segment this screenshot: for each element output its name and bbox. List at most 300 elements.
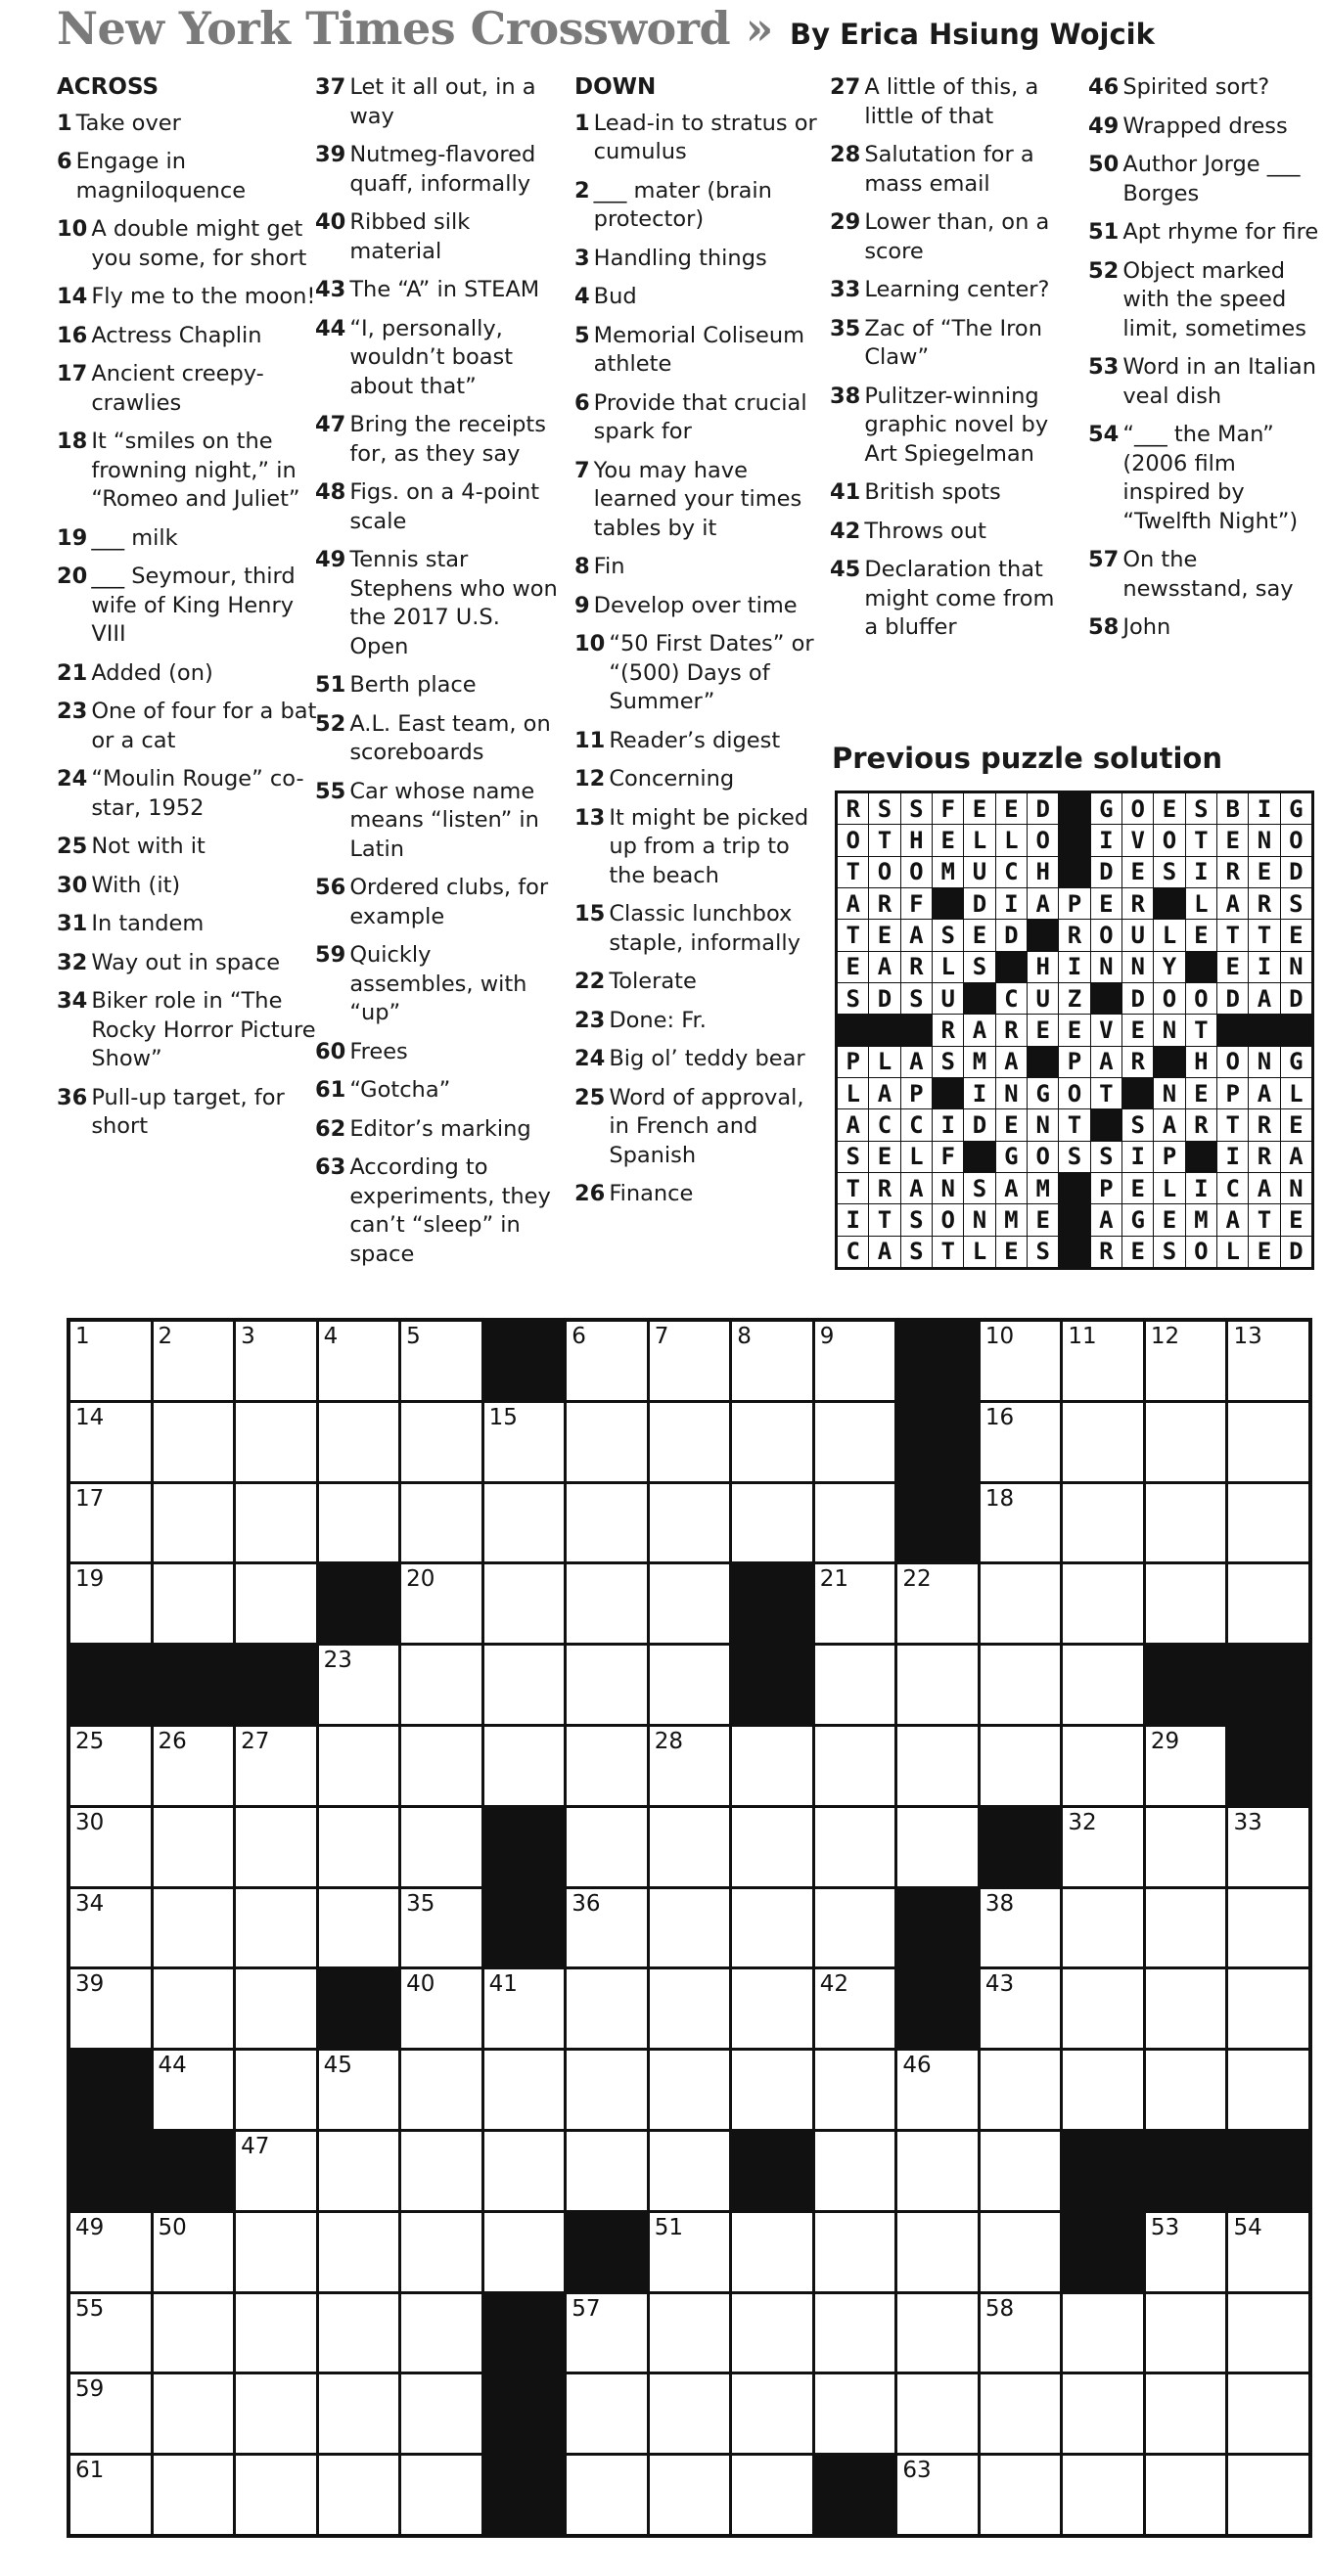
solution-letter: I	[1249, 952, 1279, 982]
crossword-cell[interactable]	[70, 2294, 151, 2373]
crossword-cell[interactable]	[567, 1969, 647, 2048]
crossword-cell[interactable]	[1063, 1322, 1143, 1400]
crossword-cell[interactable]	[236, 2132, 316, 2210]
crossword-cell[interactable]	[981, 2374, 1061, 2453]
solution-letter: S	[838, 1142, 868, 1172]
crossword-cell[interactable]	[1063, 1646, 1143, 1724]
crossword-cell[interactable]	[1228, 1889, 1308, 1967]
cell-number: 33	[1233, 1809, 1262, 1835]
down-clue-26	[574, 1180, 817, 1209]
crossword-cell[interactable]	[567, 2294, 647, 2373]
crossword-cell[interactable]	[154, 1969, 234, 2048]
solution-letter: S	[933, 920, 963, 950]
crossword-cell[interactable]	[897, 2456, 978, 2534]
crossword-cell[interactable]	[154, 2374, 234, 2453]
solution-letter: R	[1059, 920, 1089, 950]
crossword-cell[interactable]	[897, 2294, 978, 2373]
solution-letter: L	[869, 1047, 899, 1077]
black-square	[732, 2132, 812, 2210]
down-clue-4	[574, 283, 817, 312]
crossword-cell[interactable]	[897, 2132, 978, 2210]
crossword-cell[interactable]	[1146, 1808, 1226, 1886]
crossword-cell[interactable]	[815, 1969, 895, 2048]
solution-black-square	[1059, 1173, 1089, 1203]
crossword-cell[interactable]	[401, 1564, 481, 1643]
crossword-cell[interactable]	[1228, 2213, 1308, 2291]
crossword-cell[interactable]	[1228, 2294, 1308, 2373]
solution-letter: T	[1217, 1109, 1248, 1140]
down-clue-10	[574, 630, 817, 717]
solution-title: Previous puzzle solution	[832, 742, 1223, 775]
crossword-cell[interactable]	[484, 2132, 565, 2210]
crossword-cell[interactable]	[567, 1403, 647, 1481]
crossword-cell[interactable]	[319, 1484, 399, 1562]
clue-number: 41	[830, 479, 861, 505]
solution-letter: R	[1122, 1047, 1153, 1077]
crossword-cell[interactable]	[319, 2374, 399, 2453]
cell-number: 16	[984, 1404, 1015, 1430]
crossword-cell[interactable]	[732, 2051, 812, 2129]
crossword-cell[interactable]	[70, 1484, 151, 1562]
crossword-cell[interactable]	[815, 2294, 895, 2373]
solution-black-square	[1091, 983, 1121, 1014]
down-clue-52	[1088, 257, 1319, 344]
crossword-cell[interactable]	[1146, 2051, 1226, 2129]
crossword-cell[interactable]	[1146, 2213, 1226, 2291]
clue-number: 30	[57, 872, 88, 898]
crossword-cell[interactable]	[236, 1564, 316, 1643]
crossword-cell[interactable]	[401, 2132, 481, 2210]
crossword-cell[interactable]	[70, 2374, 151, 2453]
crossword-cell[interactable]	[1063, 2051, 1143, 2129]
crossword-cell[interactable]	[319, 2051, 399, 2129]
clue-text: It might be picked up from a trip to the beach	[609, 804, 809, 888]
solution-letter: C	[869, 1109, 899, 1140]
crossword-cell[interactable]	[650, 1322, 730, 1400]
crossword-cell[interactable]	[1146, 1403, 1226, 1481]
crossword-cell[interactable]	[1228, 2456, 1308, 2534]
crossword-cell[interactable]	[484, 1484, 565, 1562]
crossword-cell[interactable]	[154, 1484, 234, 1562]
crossword-cell[interactable]	[1146, 1484, 1226, 1562]
crossword-cell[interactable]	[732, 1889, 812, 1967]
crossword-cell[interactable]	[319, 2213, 399, 2291]
crossword-cell[interactable]	[815, 2374, 895, 2453]
crossword-cell[interactable]	[1228, 1808, 1308, 1886]
crossword-cell[interactable]	[1228, 2051, 1308, 2129]
crossword-cell[interactable]	[815, 1808, 895, 1886]
crossword-cell[interactable]	[484, 1403, 565, 1481]
crossword-cell[interactable]	[897, 2374, 978, 2453]
crossword-cell[interactable]	[319, 2132, 399, 2210]
crossword-cell[interactable]	[650, 2294, 730, 2373]
cell-number: 54	[1233, 2214, 1262, 2240]
crossword-cell[interactable]	[981, 2294, 1061, 2373]
crossword-cell[interactable]	[732, 2213, 812, 2291]
down-clue-27	[830, 73, 1073, 131]
solution-letter: S	[964, 952, 994, 982]
clue-text: Pull-up target, for short	[91, 1084, 285, 1139]
crossword-cell[interactable]	[319, 2294, 399, 2373]
crossword-cell[interactable]	[70, 1727, 151, 1805]
crossword-cell[interactable]	[1228, 1484, 1308, 1562]
solution-letter: N	[933, 1173, 963, 1203]
crossword-cell[interactable]	[1228, 2374, 1308, 2453]
crossword-cell[interactable]	[732, 2456, 812, 2534]
crossword-cell[interactable]	[897, 1727, 978, 1805]
crossword-cell[interactable]	[401, 1484, 481, 1562]
down-clue-54	[1088, 421, 1319, 536]
crossword-cell[interactable]	[70, 1889, 151, 1967]
black-square	[70, 2051, 151, 2129]
crossword-cell[interactable]	[815, 1484, 895, 1562]
crossword-cell[interactable]	[1146, 2374, 1226, 2453]
crossword-cell[interactable]	[732, 1484, 812, 1562]
crossword-cell[interactable]	[236, 1727, 316, 1805]
cell-number: 46	[902, 2053, 932, 2079]
clue-number: 15	[574, 901, 606, 926]
crossword-cell[interactable]	[401, 1403, 481, 1481]
crossword-cell[interactable]	[319, 2456, 399, 2534]
crossword-cell[interactable]	[650, 1889, 730, 1967]
black-square	[1063, 2213, 1143, 2291]
solution-letter: P	[1154, 1142, 1184, 1172]
clue-text: You may have learned your times tables by it	[593, 457, 802, 541]
crossword-cell[interactable]	[401, 1969, 481, 2048]
crossword-cell[interactable]	[897, 1646, 978, 1724]
crossword-cell[interactable]	[650, 2132, 730, 2210]
crossword-cell[interactable]	[1228, 1564, 1308, 1643]
solution-letter: H	[1186, 1047, 1216, 1077]
crossword-cell[interactable]	[236, 2294, 316, 2373]
crossword-cell[interactable]	[732, 1403, 812, 1481]
down-clue-42	[830, 518, 1073, 547]
clue-text: ___ milk	[91, 524, 178, 551]
solution-letter: R	[838, 793, 868, 824]
crossword-cell[interactable]	[319, 1322, 399, 1400]
crossword-cell[interactable]	[567, 1727, 647, 1805]
crossword-cell[interactable]	[70, 2456, 151, 2534]
cell-number: 5	[406, 1324, 421, 1349]
clue-number: 52	[315, 710, 346, 737]
crossword-cell[interactable]	[650, 2374, 730, 2453]
clue-text: Author Jorge ___ Borges	[1122, 152, 1301, 206]
crossword-cell[interactable]	[732, 1727, 812, 1805]
down-clue-57	[1088, 546, 1319, 604]
crossword-cell[interactable]	[567, 1889, 647, 1967]
crossword-cell[interactable]	[154, 1322, 234, 1400]
crossword-cell[interactable]	[154, 2456, 234, 2534]
solution-letter: E	[1281, 920, 1311, 950]
crossword-cell[interactable]	[650, 1727, 730, 1805]
crossword-cell[interactable]	[650, 1564, 730, 1643]
crossword-cell[interactable]	[1146, 1889, 1226, 1967]
crossword-cell[interactable]	[650, 2213, 730, 2291]
across-clue-49	[315, 546, 560, 661]
solution-letter: A	[1091, 1047, 1121, 1077]
solution-black-square	[1122, 1078, 1153, 1108]
solution-letter: I	[1186, 1173, 1216, 1203]
crossword-cell[interactable]	[567, 1808, 647, 1886]
crossword-cell[interactable]	[981, 1564, 1061, 1643]
crossword-cell[interactable]	[484, 1646, 565, 1724]
crossword-cell[interactable]	[981, 1727, 1061, 1805]
crossword-cell[interactable]	[897, 1808, 978, 1886]
crossword-cell[interactable]	[815, 2051, 895, 2129]
solution-letter: E	[1249, 1237, 1279, 1267]
crossword-cell[interactable]	[319, 1403, 399, 1481]
solution-letter: E	[869, 1142, 899, 1172]
solution-letter: L	[964, 1237, 994, 1267]
solution-black-square	[1217, 1015, 1248, 1045]
black-square	[1228, 2132, 1308, 2210]
black-square	[70, 1646, 151, 1724]
crossword-cell[interactable]	[484, 1969, 565, 2048]
crossword-cell[interactable]	[484, 2051, 565, 2129]
crossword-cell[interactable]	[897, 2213, 978, 2291]
clue-number: 35	[830, 315, 861, 341]
crossword-cell[interactable]	[154, 1564, 234, 1643]
crossword-cell[interactable]	[981, 2213, 1061, 2291]
crossword-cell[interactable]	[732, 1322, 812, 1400]
crossword-cell[interactable]	[650, 1808, 730, 1886]
crossword-cell[interactable]	[236, 2213, 316, 2291]
clue-text: Bud	[593, 284, 637, 309]
down-clue-5	[574, 322, 817, 380]
crossword-cell[interactable]	[1063, 1727, 1143, 1805]
crossword-cell[interactable]	[1063, 2456, 1143, 2534]
clue-number: 34	[57, 988, 88, 1014]
clue-text: A.L. East team, on scoreboards	[349, 710, 551, 765]
crossword-cell[interactable]	[236, 2051, 316, 2129]
crossword-cell[interactable]	[815, 1727, 895, 1805]
black-square	[484, 1322, 565, 1400]
crossword-cell[interactable]	[815, 2213, 895, 2291]
crossword-cell[interactable]	[897, 2051, 978, 2129]
crossword-cell[interactable]	[650, 1484, 730, 1562]
crossword-cell[interactable]	[1228, 1322, 1308, 1400]
crossword-cell[interactable]	[567, 1322, 647, 1400]
crossword-cell[interactable]	[70, 1564, 151, 1643]
crossword-cell[interactable]	[650, 2456, 730, 2534]
crossword-cell[interactable]	[567, 1564, 647, 1643]
crossword-cell[interactable]	[154, 2294, 234, 2373]
crossword-cell[interactable]	[401, 2294, 481, 2373]
crossword-cell[interactable]	[650, 2051, 730, 2129]
across-clue-14	[57, 283, 323, 312]
solution-letter: S	[1091, 1142, 1121, 1172]
cell-number: 26	[158, 1729, 187, 1754]
across-clue-10	[57, 215, 323, 273]
crossword-cell[interactable]	[484, 1564, 565, 1643]
crossword-cell[interactable]	[567, 2051, 647, 2129]
crossword-cell[interactable]	[236, 2456, 316, 2534]
crossword-cell[interactable]	[815, 1403, 895, 1481]
solution-letter: E	[1122, 1015, 1153, 1045]
solution-letter: A	[869, 1078, 899, 1108]
crossword-cell[interactable]	[236, 1889, 316, 1967]
crossword-cell[interactable]	[154, 2213, 234, 2291]
solution-letter: N	[1249, 825, 1279, 855]
crossword-cell[interactable]	[319, 1727, 399, 1805]
crossword-cell[interactable]	[981, 2132, 1061, 2210]
crossword-cell[interactable]	[154, 1889, 234, 1967]
crossword-cell[interactable]	[1063, 2374, 1143, 2453]
crossword-cell[interactable]	[236, 1969, 316, 2048]
solution-letter: E	[964, 793, 994, 824]
crossword-cell[interactable]	[815, 1564, 895, 1643]
crossword-cell[interactable]	[1146, 1322, 1226, 1400]
cell-number: 49	[75, 2214, 105, 2240]
crossword-cell[interactable]	[484, 2213, 565, 2291]
crossword-cell[interactable]	[1146, 1727, 1226, 1805]
crossword-cell[interactable]	[401, 1889, 481, 1967]
crossword-cell[interactable]	[815, 1646, 895, 1724]
crossword-cell[interactable]	[236, 1403, 316, 1481]
crossword-cell[interactable]	[401, 1808, 481, 1886]
crossword-cell[interactable]	[567, 2374, 647, 2453]
clue-text: Throws out	[864, 518, 986, 544]
crossword-cell[interactable]	[732, 1808, 812, 1886]
crossword-cell[interactable]	[70, 1808, 151, 1886]
clue-number: 18	[57, 429, 88, 454]
clue-text: Car whose name means “listen” in Latin	[349, 778, 539, 862]
crossword-cell[interactable]	[897, 1564, 978, 1643]
crossword-cell[interactable]	[1063, 2294, 1143, 2373]
solution-black-square	[1059, 857, 1089, 887]
solution-letter: G	[996, 1142, 1027, 1172]
clue-number: 6	[57, 149, 72, 174]
crossword-cell[interactable]	[1063, 1484, 1143, 1562]
cell-number: 43	[984, 1971, 1015, 1998]
black-square	[236, 1646, 316, 1724]
clue-number: 25	[574, 1084, 606, 1110]
crossword-cell[interactable]	[1146, 1564, 1226, 1643]
crossword-cell[interactable]	[981, 1646, 1061, 1724]
clue-text: According to experiments, they can’t “sleep” in space	[349, 1154, 551, 1267]
crossword-cell[interactable]	[732, 2294, 812, 2373]
crossword-cell[interactable]	[650, 1646, 730, 1724]
clue-text: Apt rhyme for fire	[1122, 219, 1319, 245]
crossword-cell[interactable]	[154, 1403, 234, 1481]
crossword-cell[interactable]	[1063, 1969, 1143, 2048]
cell-number: 38	[984, 1890, 1015, 1917]
crossword-cell[interactable]	[154, 1808, 234, 1886]
crossword-cell[interactable]	[70, 2213, 151, 2291]
black-square	[897, 1322, 978, 1400]
crossword-cell[interactable]	[236, 1808, 316, 1886]
solution-letter: R	[1217, 857, 1248, 887]
down-clue-46	[1088, 73, 1319, 103]
down-clue-6	[574, 389, 817, 447]
cell-number: 47	[241, 2134, 270, 2159]
crossword-cell[interactable]	[981, 1484, 1061, 1562]
clue-text: Tennis star Stephens who won the 2017 U.S. Open	[349, 547, 558, 659]
clue-number: 11	[574, 727, 606, 753]
solution-letter: O	[1186, 1237, 1216, 1267]
crossword-cell[interactable]	[1063, 1889, 1143, 1967]
clue-number: 1	[57, 110, 72, 136]
crossword-cell[interactable]	[815, 2132, 895, 2210]
black-square	[1063, 2132, 1143, 2210]
crossword-cell[interactable]	[1146, 2294, 1226, 2373]
crossword-cell[interactable]	[981, 1889, 1061, 1967]
crossword-cell[interactable]	[732, 2374, 812, 2453]
crossword-cell[interactable]	[484, 1727, 565, 1805]
crossword-cell[interactable]	[70, 1969, 151, 2048]
solution-letter: P	[901, 1078, 932, 1108]
solution-letter: R	[1249, 1109, 1279, 1140]
crossword-cell[interactable]	[236, 1484, 316, 1562]
solution-letter: O	[1186, 983, 1216, 1014]
crossword-cell[interactable]	[650, 1969, 730, 2048]
crossword-cell[interactable]	[1063, 1564, 1143, 1643]
crossword-cell[interactable]	[401, 2456, 481, 2534]
crossword-cell[interactable]	[1063, 1403, 1143, 1481]
crossword-cell[interactable]	[401, 1646, 481, 1724]
crossword-cell[interactable]	[567, 2132, 647, 2210]
crossword-cell[interactable]	[401, 2051, 481, 2129]
clue-text: John	[1122, 614, 1171, 640]
clue-number: 28	[830, 142, 861, 167]
crossword-cell[interactable]	[567, 1484, 647, 1562]
crossword-cell[interactable]	[319, 1889, 399, 1967]
crossword-cell[interactable]	[981, 1969, 1061, 2048]
crossword-cell[interactable]	[70, 1322, 151, 1400]
clue-number: 53	[1088, 354, 1120, 380]
solution-letter: A	[1249, 1173, 1279, 1203]
crossword-cell[interactable]	[732, 1969, 812, 2048]
crossword-cell[interactable]	[401, 2374, 481, 2453]
crossword-cell[interactable]	[236, 1322, 316, 1400]
crossword-cell[interactable]	[815, 1322, 895, 1400]
solution-letter: R	[869, 888, 899, 919]
crossword-cell[interactable]	[815, 1889, 895, 1967]
crossword-cell[interactable]	[401, 2213, 481, 2291]
crossword-cell[interactable]	[567, 1646, 647, 1724]
crossword-cell[interactable]	[1146, 2456, 1226, 2534]
solution-letter: U	[933, 983, 963, 1014]
crossword-cell[interactable]	[1063, 1808, 1143, 1886]
cell-number: 55	[75, 2295, 105, 2322]
crossword-cell[interactable]	[319, 1646, 399, 1724]
crossword-cell[interactable]	[401, 1727, 481, 1805]
crossword-cell[interactable]	[1146, 1969, 1226, 2048]
solution-letter: C	[901, 1109, 932, 1140]
crossword-cell[interactable]	[70, 1403, 151, 1481]
clue-text: The “A” in STEAM	[349, 277, 540, 302]
crossword-cell[interactable]	[981, 1322, 1061, 1400]
crossword-cell[interactable]	[319, 1808, 399, 1886]
crossword-cell[interactable]	[1228, 1969, 1308, 2048]
crossword-cell[interactable]	[981, 2456, 1061, 2534]
crossword-cell[interactable]	[650, 1403, 730, 1481]
crossword-cell[interactable]	[154, 1727, 234, 1805]
crossword-cell[interactable]	[981, 2051, 1061, 2129]
across-clue-60	[315, 1038, 560, 1067]
solution-letter: A	[964, 1015, 994, 1045]
crossword-cell[interactable]	[1228, 1403, 1308, 1481]
black-square	[319, 1564, 399, 1643]
cell-number: 36	[572, 1890, 601, 1917]
crossword-cell[interactable]	[401, 1322, 481, 1400]
clue-number: 58	[1088, 614, 1120, 640]
crossword-cell[interactable]	[154, 2051, 234, 2129]
crossword-cell[interactable]	[981, 1403, 1061, 1481]
crossword-cell[interactable]	[567, 2456, 647, 2534]
across-clue-34	[57, 987, 323, 1074]
crossword-cell[interactable]	[236, 2374, 316, 2453]
